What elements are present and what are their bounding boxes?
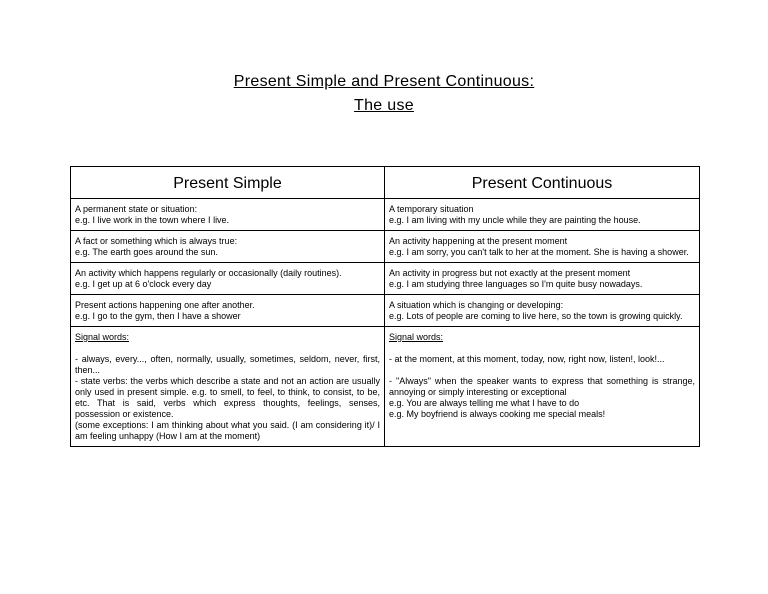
rule-text: Present actions happening one after another. [75, 300, 255, 310]
rule-text: A temporary situation [389, 204, 474, 214]
table-row [71, 295, 700, 327]
document-title [0, 70, 768, 118]
cell-simple-signal-words [71, 327, 385, 447]
cell-simple-permanent [71, 199, 385, 231]
header-present-simple: Present Simple [71, 167, 385, 199]
cell-continuous-changing [385, 295, 700, 327]
rule-text: A fact or something which is always true: [75, 236, 238, 246]
rule-text: A situation which is changing or developing: [389, 300, 564, 310]
title-line-2: The use [354, 97, 414, 114]
table-header-row [71, 167, 700, 199]
rule-text: An activity happening at the present moment [389, 236, 568, 246]
cell-continuous-signal-words [385, 327, 700, 447]
always-note: - "Always" when the speaker wants to express that something is strange, annoying or simply interesting or exceptional [389, 376, 695, 397]
exceptions-note: (some exceptions: I am thinking about what you said. (I am considering it)/ I am feeling unhappy (How I am at the moment) [75, 420, 380, 441]
example-text: e.g. I get up at 6 o'clock every day [75, 279, 212, 289]
rule-text: A permanent state or situation: [75, 204, 198, 214]
header-present-continuous: Present Continuous [385, 167, 700, 199]
title-line-1: Present Simple and Present Continuous: [233, 73, 535, 90]
example-text: e.g. Lots of people are coming to live here, so the town is growing quickly. [389, 311, 683, 321]
cell-simple-routine [71, 263, 385, 295]
cell-continuous-in-progress [385, 263, 700, 295]
signal-words-list: - at the moment, at this moment, today, now, right now, listen!, look!... [389, 354, 665, 364]
example-text: e.g. I live work in the town where I live. [75, 215, 230, 225]
example-text: e.g. My boyfriend is always cooking me special meals! [389, 409, 606, 419]
rule-text: An activity which happens regularly or occasionally (daily routines). [75, 268, 342, 278]
table-row [71, 231, 700, 263]
table-row [71, 263, 700, 295]
signal-words-heading: Signal words: [75, 332, 130, 342]
comparison-table [70, 166, 700, 447]
signal-words-list: - always, every..., often, normally, usually, sometimes, seldom, never, first, then... [75, 354, 380, 375]
example-text: e.g. You are always telling me what I have to do [389, 398, 580, 408]
example-text: e.g. The earth goes around the sun. [75, 247, 218, 257]
example-text: e.g. I am living with my uncle while they are painting the house. [389, 215, 641, 225]
cell-continuous-present-moment [385, 231, 700, 263]
example-text: e.g. I am sorry, you can't talk to her at the moment. She is having a shower. [389, 247, 689, 257]
cell-continuous-temporary [385, 199, 700, 231]
example-text: e.g. I go to the gym, then I have a shower [75, 311, 241, 321]
signal-words-heading: Signal words: [389, 332, 444, 342]
table-row-signal-words [71, 327, 700, 447]
cell-simple-sequence [71, 295, 385, 327]
cell-simple-fact [71, 231, 385, 263]
example-text: e.g. I am studying three languages so I'm quite busy nowadays. [389, 279, 643, 289]
state-verbs-note: - state verbs: the verbs which describe a state and not an action are usually only used in present simple. e.g. to smell, to feel, to think, to consist, to be, etc. That is said, verbs which express thoughts, feelings, senses, possession or existence. [75, 376, 380, 419]
rule-text: An activity in progress but not exactly at the present moment [389, 268, 631, 278]
table-row [71, 199, 700, 231]
